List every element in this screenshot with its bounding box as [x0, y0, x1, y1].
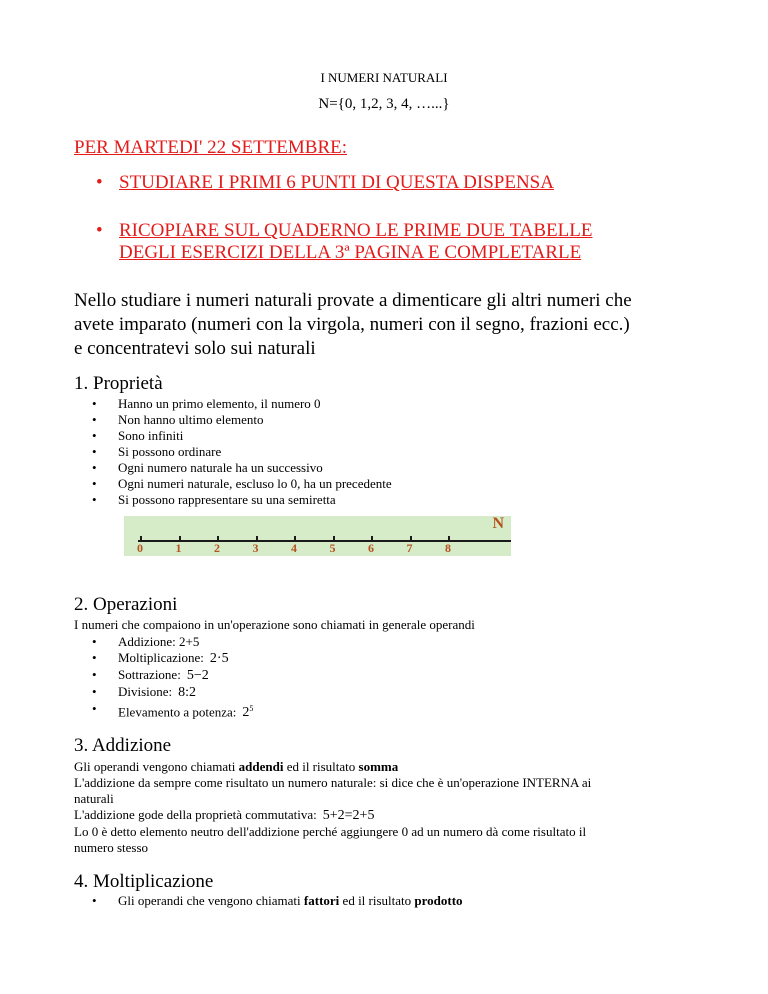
term-prodotto: prodotto	[414, 893, 463, 908]
section-heading-operations: 2. Operazioni	[74, 594, 178, 615]
section-heading-multiplication: 4. Moltiplicazione	[74, 871, 214, 892]
intro-line: avete imparato (numeri con la virgola, numeri con il segno, frazioni ecc.)	[74, 314, 630, 335]
operation-formula: 8:2	[178, 685, 197, 700]
operation-label: Divisione:	[118, 684, 173, 699]
bullet: •	[96, 220, 103, 241]
bullet: •	[92, 667, 97, 682]
operation-label: Sottrazione:	[118, 667, 181, 682]
bullet: •	[92, 701, 97, 716]
exponent: 5	[249, 704, 254, 713]
number-line-number: 0	[137, 541, 143, 555]
addition-line: L'addizione da sempre come risultato un numero naturale: si dice che è un'operazione INTERNA ai	[74, 775, 592, 790]
list-item-text: Si possono rappresentare su una semiretta	[118, 492, 336, 507]
number-line-number: 3	[252, 541, 259, 555]
list-item-text: Ogni numeri naturale, escluso lo 0, ha un precedente	[118, 476, 392, 491]
operation-label: Elevamento a potenza:	[118, 704, 237, 720]
number-line-number: 2	[214, 541, 220, 555]
multiplication-list	[92, 893, 692, 909]
operation-label: Moltiplicazione:	[118, 650, 204, 665]
number-line-number: 5	[329, 541, 336, 555]
intro-paragraph	[74, 289, 724, 361]
addition-text	[74, 759, 714, 856]
addition-line: Lo 0 è detto elemento neutro dell'addizione perché aggiungere 0 ad un numero dà come risultato il	[74, 824, 587, 839]
bullet: •	[92, 412, 97, 427]
assignment-list	[96, 172, 716, 290]
number-line-number: 1	[175, 541, 182, 555]
bullet: •	[92, 492, 97, 507]
number-line-number: 7	[406, 541, 413, 555]
list-item	[92, 701, 692, 721]
number-line-number: 4	[291, 541, 297, 555]
section-heading-properties: 1. Proprietà	[74, 373, 163, 394]
list-item	[92, 492, 692, 508]
list-item	[92, 396, 692, 412]
assignment-item-text-line-1: RICOPIARE SUL QUADERNO LE PRIME DUE TABELLE	[119, 220, 593, 241]
bullet: •	[92, 893, 97, 908]
number-line-figure	[124, 516, 511, 556]
list-item-text: Hanno un primo elemento, il numero 0	[118, 396, 321, 411]
bullet: •	[92, 634, 97, 649]
number-line-number: 6	[368, 541, 374, 555]
list-item	[92, 634, 692, 650]
intro-line: Nello studiare i numeri naturali provate a dimenticare gli altri numeri che	[74, 290, 632, 311]
list-item	[92, 667, 692, 684]
operation-label: Addizione: 2+5	[118, 634, 200, 649]
list-item-text: Si possono ordinare	[118, 444, 222, 459]
commutative-formula: 5+2=2+5	[322, 808, 375, 823]
intro-line: e concentratevi solo sui naturali	[74, 338, 316, 359]
bullet: •	[92, 684, 97, 699]
list-item	[92, 650, 692, 667]
addition-line: numero stesso	[74, 840, 149, 855]
bullet: •	[92, 444, 97, 459]
natural-numbers-set-formula: N={0, 1,2, 3, 4, …...}	[318, 96, 450, 112]
term-addendi: addendi	[238, 759, 284, 774]
bullet: •	[92, 396, 97, 411]
assignment-heading: PER MARTEDI' 22 SETTEMBRE:	[74, 137, 348, 158]
list-item-text: Ogni numero naturale ha un successivo	[118, 460, 323, 475]
term-somma: somma	[358, 759, 399, 774]
bullet: •	[96, 172, 103, 193]
bullet: •	[92, 428, 97, 443]
bullet: •	[92, 650, 97, 665]
list-item-text: Sono infiniti	[118, 428, 184, 443]
operations-list	[92, 634, 692, 721]
bullet: •	[92, 476, 97, 491]
addition-line: naturali	[74, 791, 114, 806]
section-heading-addition: 3. Addizione	[74, 735, 172, 756]
list-item	[92, 460, 692, 476]
addition-line: Gli operandi vengono chiamati addendi ed il risultato somma	[74, 759, 399, 774]
operation-formula: 2·5	[209, 651, 229, 666]
properties-list	[92, 396, 692, 508]
term-fattori: fattori	[303, 893, 340, 908]
operation-formula: 2	[242, 705, 250, 721]
list-item-text: Non hanno ultimo elemento	[118, 412, 264, 427]
number-line-axis	[138, 540, 511, 542]
assignment-item-text: STUDIARE I PRIMI 6 PUNTI DI QUESTA DISPENSA	[119, 172, 554, 193]
list-item	[92, 476, 692, 492]
operations-intro: I numeri che compaiono in un'operazione sono chiamati in generale operandi	[74, 617, 475, 632]
document-title: I NUMERI NATURALI	[320, 70, 448, 85]
addition-line: L'addizione gode della proprietà commutativa: 5+2=2+5	[74, 807, 375, 823]
assignment-item-text-line-2: DEGLI ESERCIZI DELLA 3ª PAGINA E COMPLETARLE	[119, 242, 582, 263]
number-line-number: 8	[445, 541, 451, 555]
operation-formula: 5−2	[186, 668, 209, 683]
assignment-item-2	[96, 220, 716, 264]
list-item	[92, 684, 692, 701]
list-item	[92, 428, 692, 444]
bullet: •	[92, 460, 97, 475]
assignment-item-1	[96, 172, 716, 194]
number-line-label: N	[492, 515, 504, 532]
list-item	[92, 412, 692, 428]
list-item: • Gli operandi che vengono chiamati fattori ed il risultato prodotto	[92, 893, 463, 908]
list-item	[92, 444, 692, 460]
